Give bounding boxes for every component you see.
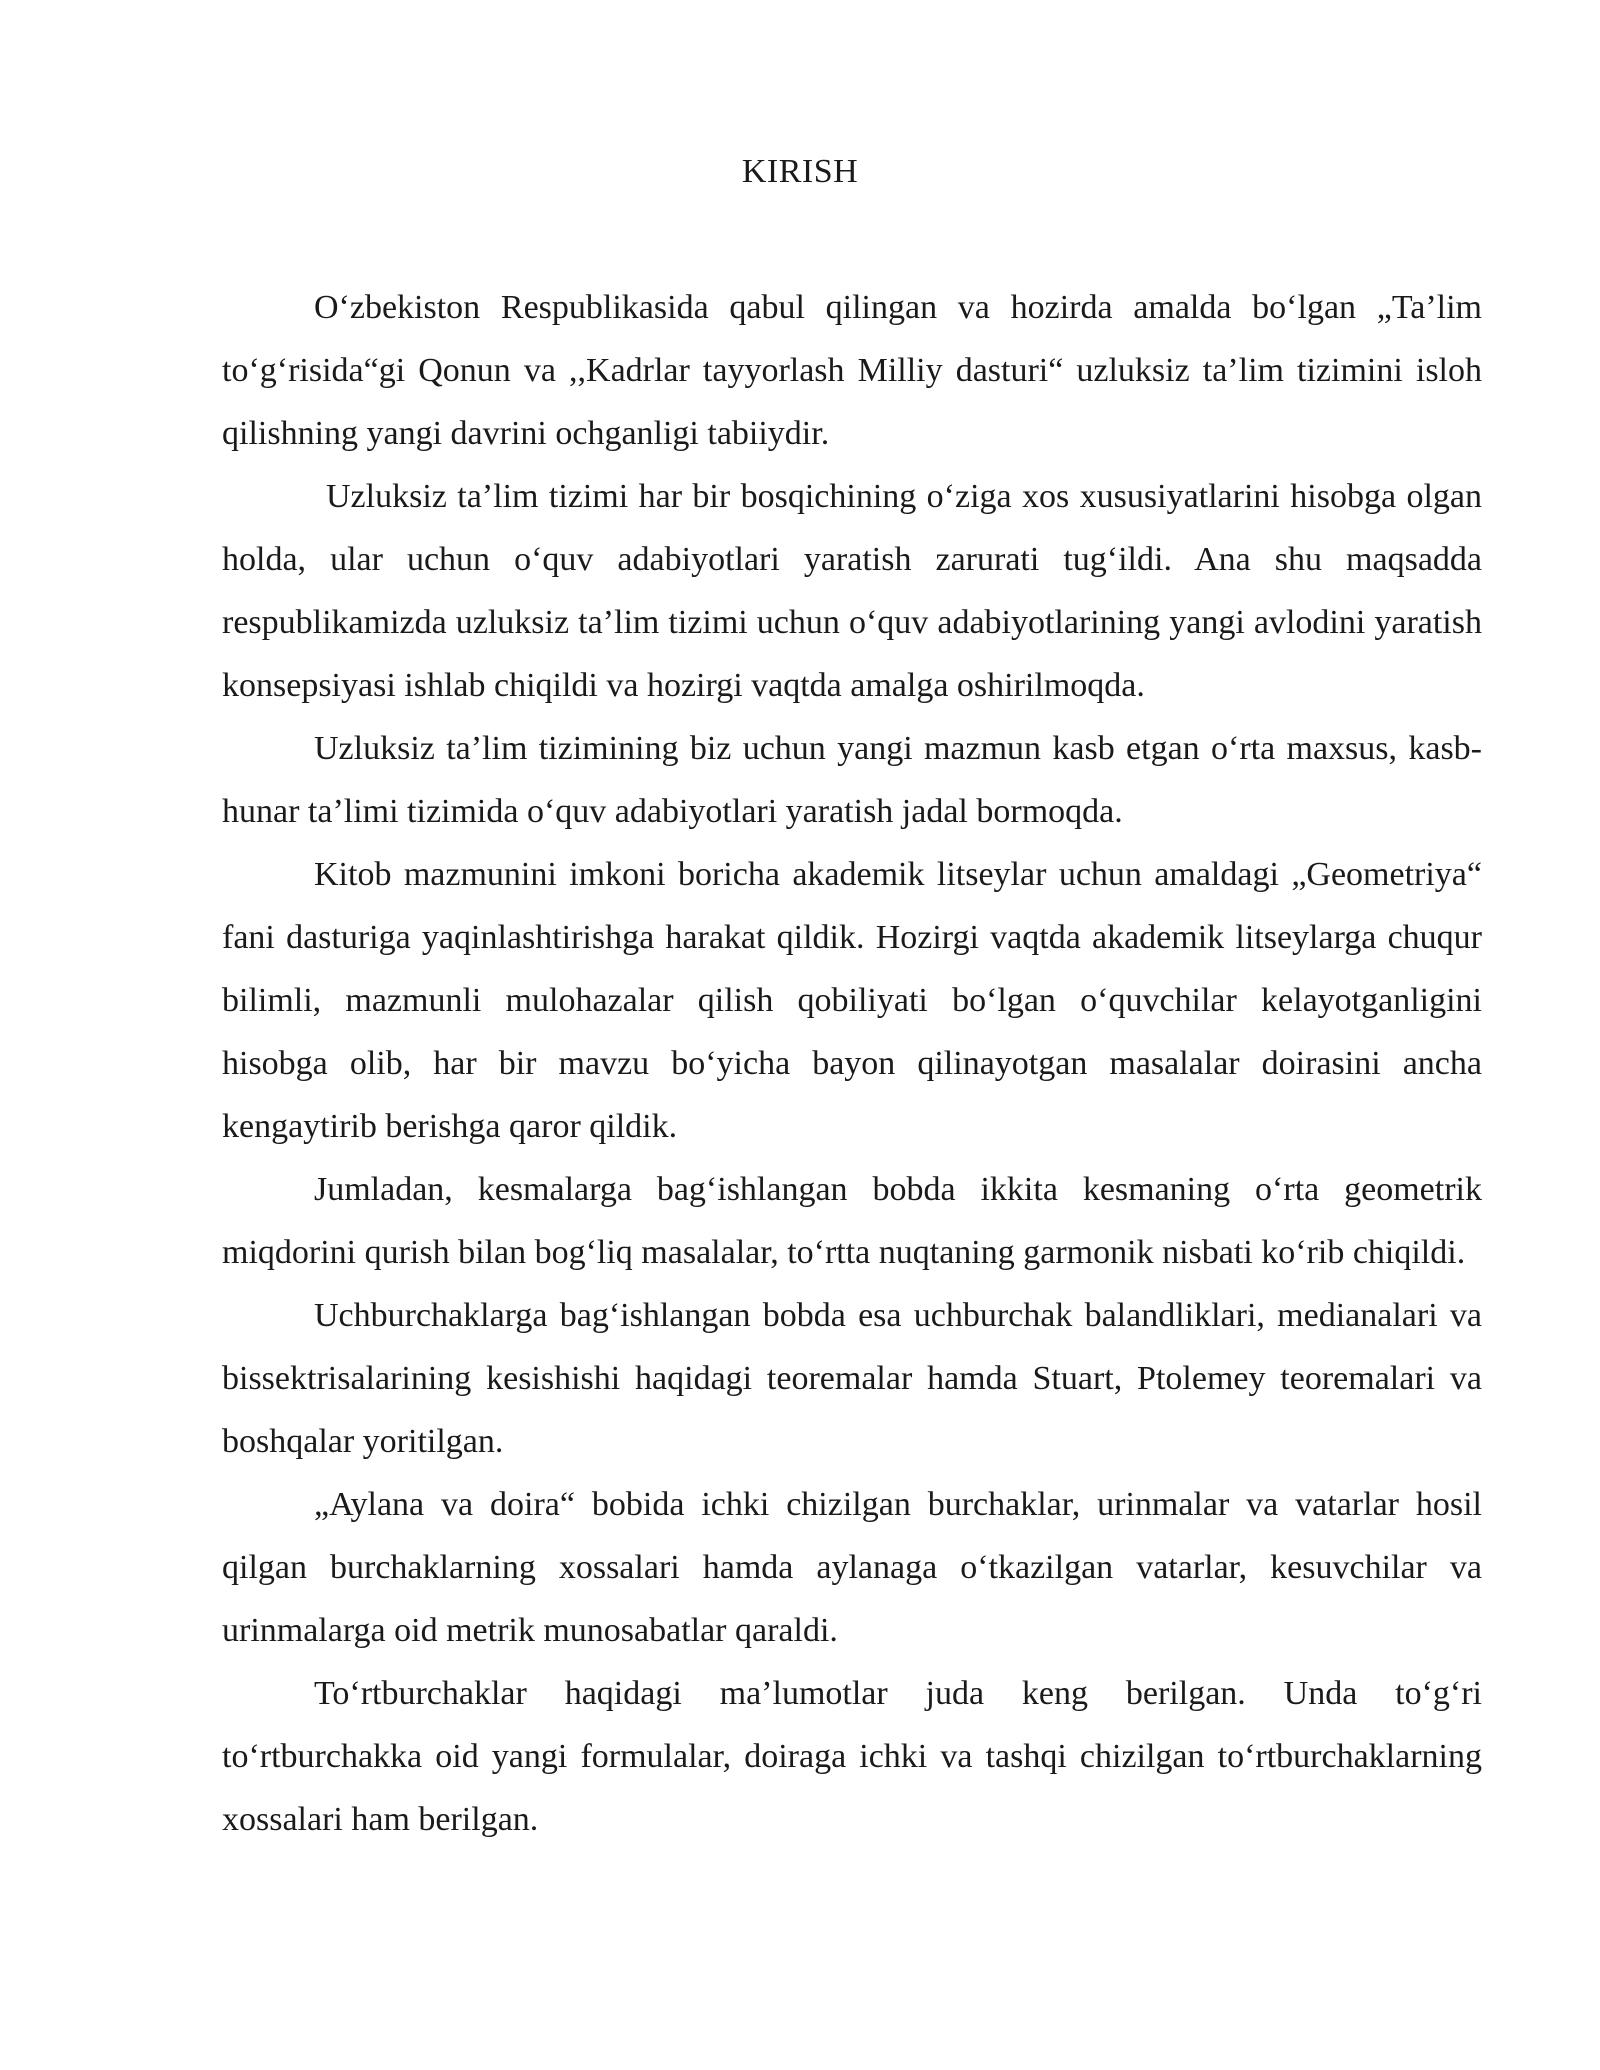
paragraph: Uzluksiz ta’lim tizimining biz uchun yangi mazmun kasb etgan o‘rta maxsus, kasb-hunar ta’limi tizimida o‘quv adabiyotlari yaratish jadal bormoqda. [222,730,1482,830]
paragraph: Jumladan, kesmalarga bag‘ishlangan bobda ikkita kesmaning o‘rta geometrik miqdorini qurish bilan bog‘liq masalalar, to‘rtta nuqtaning garmonik nisbati ko‘rib chiqildi. [222,1171,1482,1271]
paragraph: Kitob mazmunini imkoni boricha akademik litseylar uchun amaldagi „Geometriya“ fani dasturiga yaqinlashtirishga harakat qildik. Hozirgi vaqtda akademik litseylarga chuqur bilimli, mazmunli mulohazalar qilish qobiliyati bo‘lgan o‘quvchilar kelayotganligini hisobga olib, har bir mavzu bo‘yicha bayon qilinayotgan masalalar doirasini ancha kengaytirib berishga qaror qildik. [222,856,1482,1145]
paragraph: „Aylana va doira“ bobida ichki chizilgan burchaklar, urinmalar va vatarlar hosil qilgan burchaklarning xossalari hamda aylanaga o‘tkazilgan vatarlar, kesuvchilar va urinmalarga oid metrik munosabatlar qaraldi. [222,1486,1482,1649]
paragraph: To‘rtburchaklar haqidagi ma’lumotlar juda keng berilgan. Unda to‘g‘ri to‘rtburchakka oid yangi formulalar, doiraga ichki va tashqi chizilgan to‘rtburchaklarning xossalari ham berilgan. [222,1675,1482,1838]
document-body [222,276,1482,1851]
paragraph: O‘zbekiston Respublikasida qabul qilingan va hozirda amalda bo‘lgan „Ta’lim to‘g‘risida“gi Qonun va ,,Kadrlar tayyorlash Milliy dasturi“ uzluksiz ta’lim tizimini isloh qilishning yangi davrini ochganligi tabiiydir. [222,289,1482,452]
paragraph: Uchburchaklarga bag‘ishlangan bobda esa uchburchak balandliklari, medianalari va bissektrisalarining kesishishi haqidagi teoremalar hamda Stuart, Ptolemey teoremalari va boshqalar yoritilgan. [222,1297,1482,1460]
page-title: KIRISH [741,153,859,190]
paragraph: Uzluksiz ta’lim tizimi har bir bosqichining o‘ziga xos xususiyatlarini hisobga olgan holda, ular uchun o‘quv adabiyotlari yaratish zarurati tug‘ildi. Ana shu maqsadda respublikamizda uzluksiz ta’lim tizimi uchun o‘quv adabiyotlarining yangi avlodini yaratish konsepsiyasi ishlab chiqildi va hozirgi vaqtda amalga oshirilmoqda. [222,478,1482,704]
